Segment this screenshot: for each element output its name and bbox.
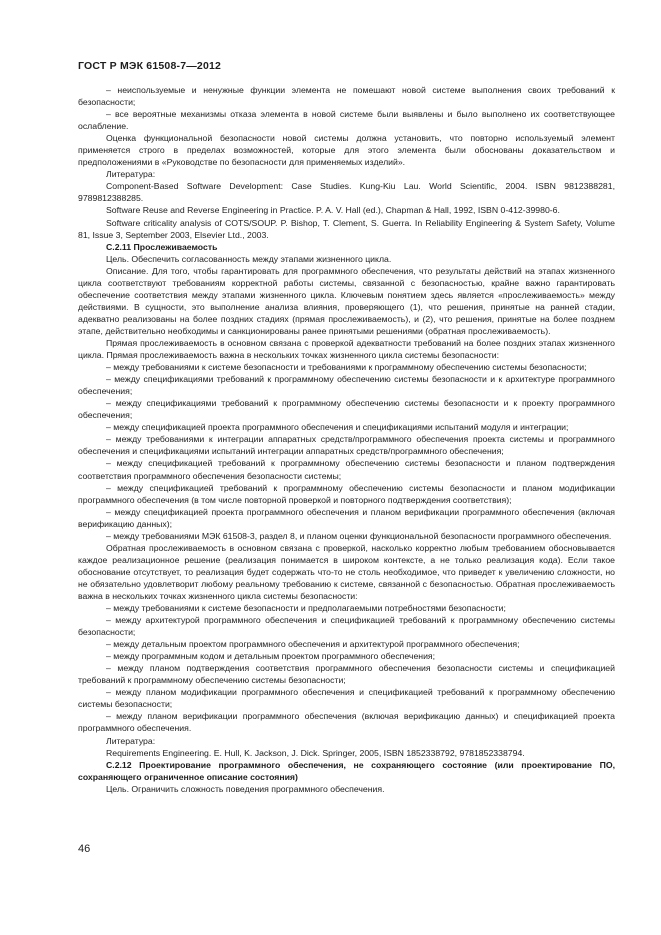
paragraph: Цель. Обеспечить согласованность между этапами жизненного цикла. [106,253,392,264]
paragraph: Requirements Engineering. E. Hull, K. Jackson, J. Dick. Springer, 2005, ISBN 1852338792, 9781852338794. [106,747,525,758]
paragraph: – между программным кодом и детальным проектом программного обеспечения; [106,651,436,662]
paragraph: – между детальным проектом программного обеспечения и архитектурой программного обеспечения; [106,639,520,650]
paragraph: – между планом подтверждения соответствия программного обеспечения безопасности системы и спецификацией требований к программному обеспечению системы безопасности; [78,663,615,686]
standard-header: ГОСТ Р МЭК 61508-7—2012 [78,60,222,72]
paragraph: Component-Based Software Development: Case Studies. Kung-Kiu Lau. World Scientific, 2004. ISBN 9812388281, 9789812388285. [78,181,615,204]
paragraph: – между спецификациями требований к программному обеспечению системы безопасности и к архитектуре программного обеспечения; [78,374,615,397]
paragraph: – между требованиями к системе безопасности и предполагаемыми потребностями безопасности; [106,603,506,614]
paragraph: Описание. Для того, чтобы гарантировать для программного обеспечения, что результаты действий на этапах жизненного цикла соответствуют требованиям корректной работы системы, связанной с безопасностью, крайне важно гарантировать обеспечение соответствия между этапами жизненного цикла. Ключевым понятием здесь является «прослеживаемость» между действиями. В сущности, это выполнение анализа влияния, проверяющего (1), что решения, принятые на ранней стадии, адекватно реализованы на более поздних стадиях (прямая прослеживаемость), и (2), что решения, принятые на более позднем этапе, действительно необходимы и санкционированы ранее принятыми решениями (обратная прослеживаемость). [78,265,615,336]
paragraph: – все вероятные механизмы отказа элемента в новой системе были выявлены и было выполнено их соответствующее ослабление. [78,109,615,132]
document-body [78,84,615,795]
paragraph: Литература: [106,169,156,180]
paragraph: Оценка функциональной безопасности новой системы должна установить, что повторно используемый элемент применяется строго в пределах возможностей, которые для этого элемента были обоснованы доказательством и предположениями в «Руководстве по безопасности для применяемых изделий». [78,133,615,168]
paragraph: Прямая прослеживаемость в основном связана с проверкой адекватности требований на более поздних этапах жизненного цикла. Прямая прослеживаемость важна в нескольких точках жизненного цикла системы безопасности: [78,337,615,361]
paragraph: – между планом модификации программного обеспечения и спецификацией требований к программному обеспечению системы безопасности; [78,687,615,710]
page-number: 46 [78,843,91,855]
paragraph: – между планом верификации программного обеспечения (включая верификацию данных) и спецификацией проекта программного обеспечения. [78,711,615,734]
paragraph: – неиспользуемые и ненужные функции элемента не помешают новой системе выполнения своих требований к безопасности; [78,85,615,108]
paragraph: – между спецификацией требований к программному обеспечению системы безопасности и планом модификации программного обеспечения (в том числе повторной проверкой и повторного подтверждения соответствия); [78,482,615,505]
paragraph: – между требованиями к системе безопасности и требованиями к программному обеспечению системы безопасности; [106,362,587,373]
section-heading: С.2.11 Прослеживаемость [106,241,218,252]
paragraph: – между архитектурой программного обеспечения и спецификацией требований к программному обеспечению системы безопасности; [78,615,615,638]
paragraph: Обратная прослеживаемость в основном связана с проверкой, насколько корректно любым требованием обосновывается каждое реализационное решение (реализация понимается в широком контексте, а не только реализация кода). Если такое обоснование отсутствует, то реализация будет содержать что-то не столь необходимое, что приведет к увеличению сложности, но не обязательно удовлетворит любому реальному требованию к системе, связанной с безопасностью. Обратная прослеживаемость важна в нескольких точках жизненного цикла системы безопасности: [78,542,615,601]
paragraph: – между спецификацией проекта программного обеспечения и спецификациями испытаний модуля и интеграции; [106,422,569,433]
paragraph: – между спецификациями требований к программному обеспечению системы безопасности и к проекту программного обеспечения; [78,398,615,421]
paragraph: Цель. Ограничить сложность поведения программного обеспечения. [106,783,385,794]
paragraph: – между требованиями МЭК 61508-3, раздел 8, и планом оценки функциональной безопасности программного обеспечения. [106,530,612,541]
paragraph: Software criticality analysis of COTS/SOUP. P. Bishop, T. Clement, S. Guerra. In Reliability Engineering & System Safety, Volume 81, Issue 3, September 2003, Elsevier Ltd., 2003. [78,217,615,240]
paragraph: Литература: [106,735,156,746]
paragraph: – между спецификацией требований к программному обеспечению системы безопасности и планом подтверждения соответствия программного обеспечения безопасности системы; [78,458,615,481]
paragraph: Software Reuse and Reverse Engineering in Practice. P. A. V. Hall (ed.), Chapman & Hall, 1992, ISBN 0-412-39980-6. [106,205,560,216]
paragraph: – между спецификацией проекта программного обеспечения и планом верификации программного обеспечения (включая верификацию данных); [78,506,615,529]
section-heading: С.2.12 Проектирование программного обеспечения, не сохраняющего состояние (или проектирование ПО, сохраняющего ограниченное описание состояния) [78,759,615,782]
paragraph: – между требованиями к интеграции аппаратных средств/программного обеспечения проекта системы и программного обеспечения и спецификациями испытаний интеграции аппаратных средств/программного обеспечения; [78,434,615,457]
